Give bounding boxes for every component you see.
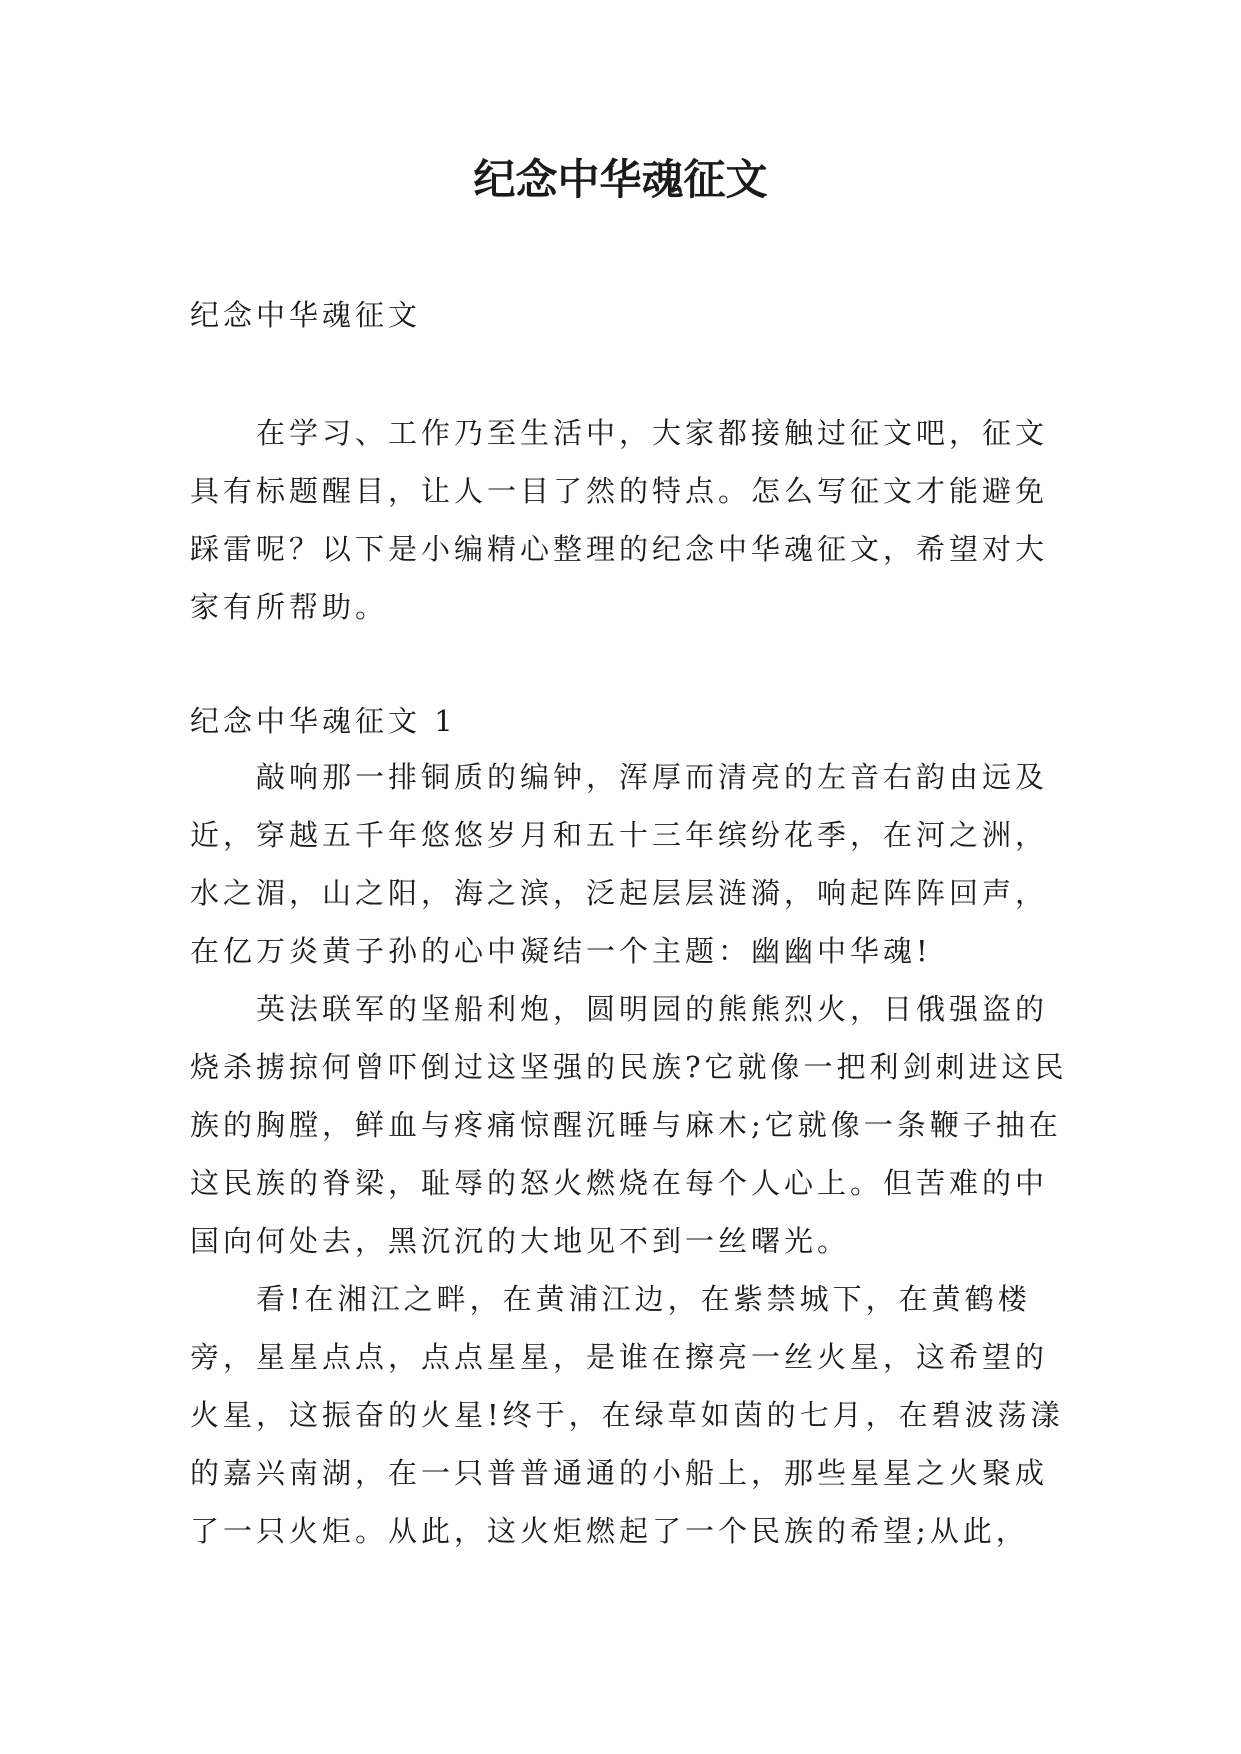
section-heading: 纪念中华魂征文 1 [190,704,457,738]
document-subtitle: 纪念中华魂征文 [190,298,422,332]
intro-paragraph: 在学习、工作乃至生活中，大家都接触过征文吧，征文具有标题醒目，让人一目了然的特点。怎么写征文才能避免踩雷呢？以下是小编精心整理的纪念中华魂征文，希望对大家有所帮助。 [190,416,1049,624]
section-body [190,748,1070,1560]
section-paragraph: 英法联军的坚船利炮，圆明园的熊熊烈火，日俄强盗的烧杀掳掠何曾吓倒过这坚强的民族?它就像一把利剑刺进这民族的胸膛，鲜血与疼痛惊醒沉睡与麻木;它就像一条鞭子抽在这民族的脊梁，耻辱的怒火燃烧在每个人心上。但苦难的中国向何处去，黑沉沉的大地见不到一丝曙光。 [190,992,1068,1258]
section-paragraph: 敲响那一排铜质的编钟，浑厚而清亮的左音右韵由远及近，穿越五千年悠悠岁月和五十三年缤纷花季，在河之洲，水之湄，山之阳，海之滨，泛起层层涟漪，响起阵阵回声，在亿万炎黄子孙的心中凝结一个主题：幽幽中华魂! [190,760,1049,968]
document-title: 纪念中华魂征文 [473,155,768,204]
section-paragraph: 看!在湘江之畔，在黄浦江边，在紫禁城下，在黄鹤楼旁，星星点点，点点星星，是谁在擦亮一丝火星，这希望的火星，这振奋的火星!终于，在绿草如茵的七月，在碧波荡漾的嘉兴南湖，在一只普普通通的小船上，那些星星之火聚成了一只火炬。从此，这火炬燃起了一个民族的希望;从此， [190,1282,1064,1548]
